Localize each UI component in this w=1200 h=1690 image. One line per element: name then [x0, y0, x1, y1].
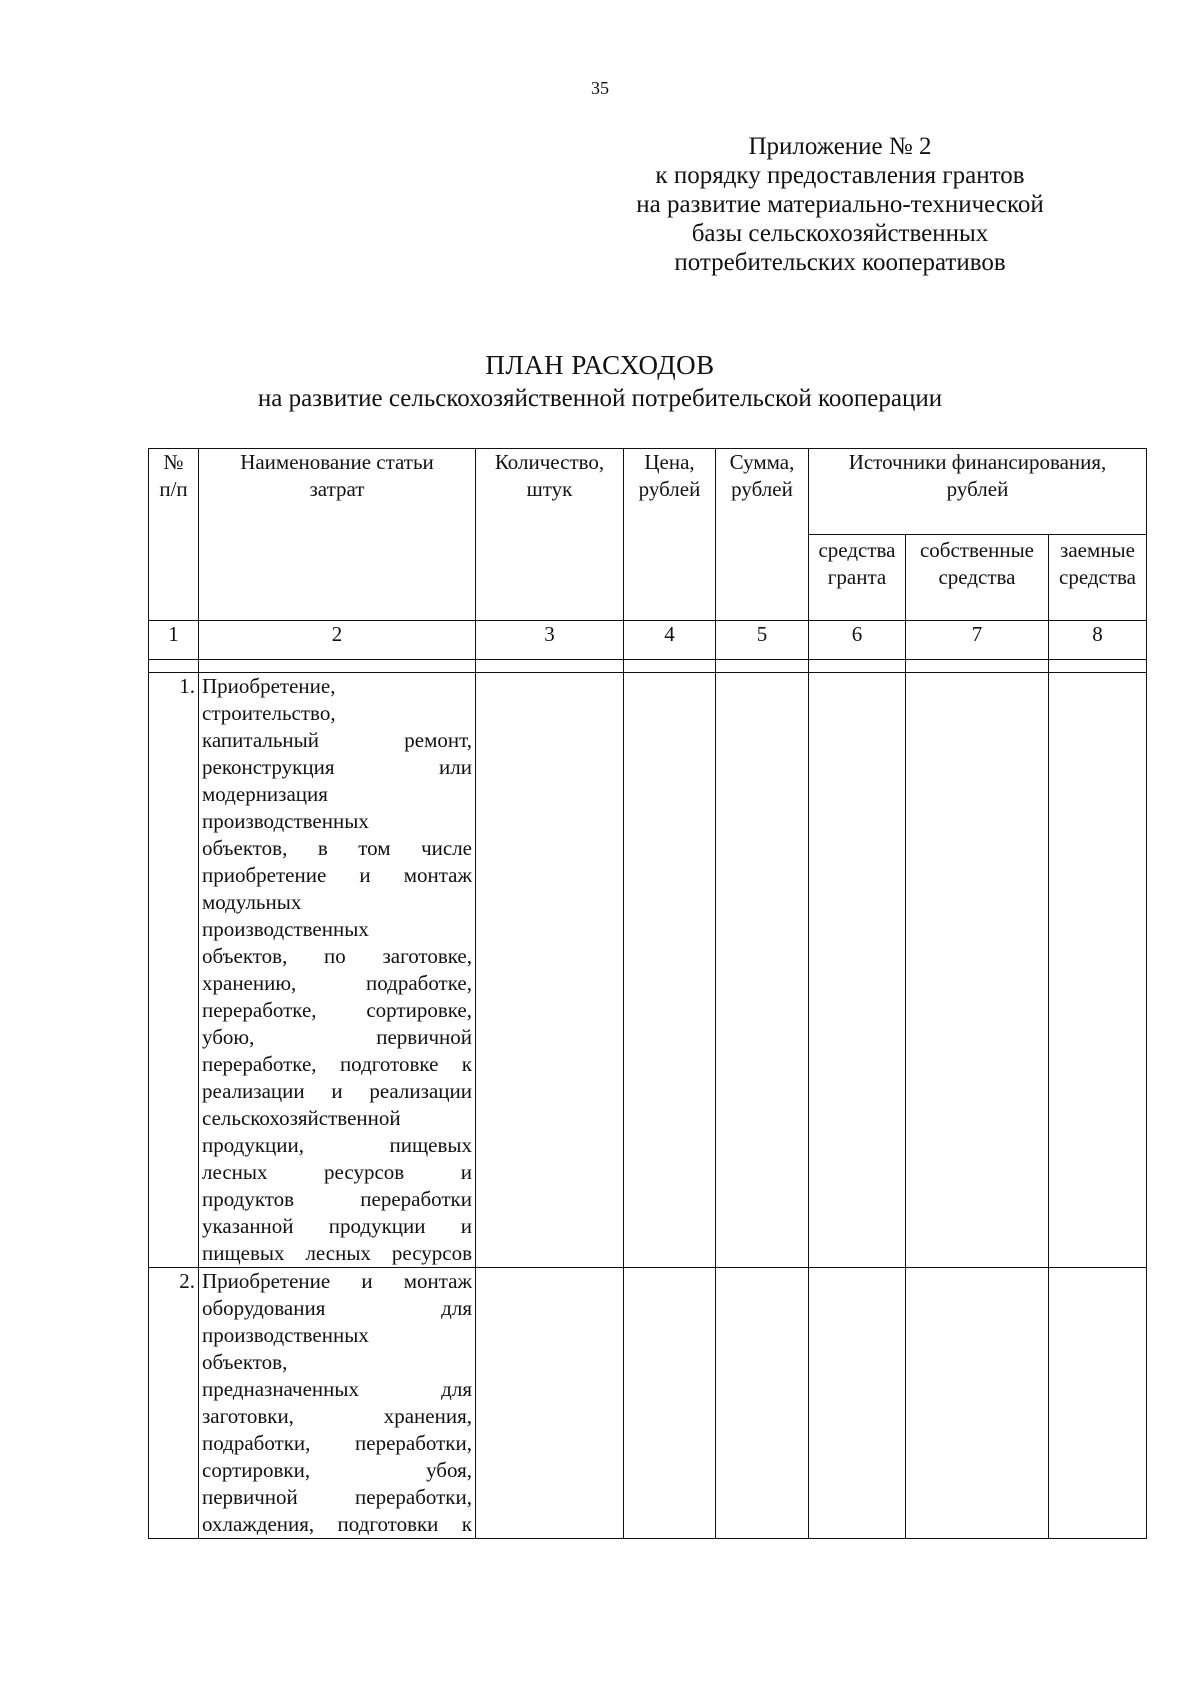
description-line: Приобретение, — [202, 674, 336, 698]
header-text: рублей — [638, 477, 701, 501]
header-text: рублей — [946, 477, 1009, 501]
appendix-line: базы сельскохозяйственных — [691, 220, 989, 247]
header-own-funds — [906, 535, 1049, 621]
header-funding-sources — [809, 449, 1147, 535]
row-description — [199, 673, 476, 1268]
description-line: указанной продукции и — [202, 1214, 472, 1238]
header-text: заемные — [1060, 538, 1135, 562]
column-number: 2 — [199, 621, 476, 660]
column-number: 1 — [149, 621, 199, 660]
description-line: реализации и реализации — [202, 1079, 472, 1103]
description-line: охлаждения, подготовки к — [202, 1512, 472, 1536]
column-number: 5 — [716, 621, 809, 660]
description-line: производственных — [202, 809, 369, 833]
description-line: переработке, подготовке к — [202, 1052, 472, 1076]
description-line: сельскохозяйственной — [202, 1106, 401, 1130]
header-text: затрат — [309, 477, 365, 501]
description-line: переработке, сортировке, — [202, 998, 472, 1022]
description-line: Приобретение и монтаж — [202, 1269, 472, 1293]
own-funds-cell — [906, 673, 1049, 1268]
header-text: п/п — [159, 477, 188, 501]
appendix-line: потребительских кооперативов — [674, 249, 1006, 276]
description-line: продукции, пищевых — [202, 1133, 472, 1157]
description-line: реконструкция или — [202, 755, 472, 779]
page-number: 35 — [591, 78, 609, 98]
description-line: сортировки, убоя, — [202, 1458, 472, 1482]
header-text: средства — [938, 565, 1016, 589]
header-text: Наименование статьи — [240, 450, 434, 474]
description-line: объектов, по заготовке, — [202, 944, 472, 968]
header-text: средства — [1059, 565, 1137, 589]
header-text: Сумма, — [729, 450, 795, 474]
description-line: модульных — [202, 890, 302, 914]
row-number: 2. — [149, 1268, 199, 1539]
header-price — [624, 449, 716, 621]
description-line: убою, первичной — [202, 1025, 472, 1049]
description-line: лесных ресурсов и — [202, 1160, 472, 1184]
header-text: штук — [526, 477, 573, 501]
description-line: хранению, подработке, — [202, 971, 472, 995]
document-title: ПЛАН РАСХОДОВ — [485, 350, 715, 380]
sum-cell — [716, 1268, 809, 1539]
appendix-caption — [620, 132, 1060, 277]
header-text: № — [163, 450, 184, 474]
grant-funds-cell — [809, 673, 906, 1268]
description-line: оборудования для — [202, 1296, 472, 1320]
quantity-cell — [476, 673, 624, 1268]
appendix-line: на развитие материально-технической — [636, 191, 1044, 218]
description-line: первичной переработки, — [202, 1485, 472, 1509]
description-line: производственных — [202, 917, 369, 941]
description-line: предназначенных для — [202, 1377, 472, 1401]
description-line: модернизация — [202, 782, 328, 806]
sum-cell — [716, 673, 809, 1268]
description-line: подработки, переработки, — [202, 1431, 472, 1455]
description-line: заготовки, хранения, — [202, 1404, 472, 1428]
appendix-line: Приложение № 2 — [748, 133, 932, 160]
column-number: 8 — [1049, 621, 1147, 660]
header-text: Количество, — [494, 450, 605, 474]
price-cell — [624, 1268, 716, 1539]
quantity-cell — [476, 1268, 624, 1539]
header-text: рублей — [731, 477, 793, 501]
column-number-row — [149, 621, 1147, 660]
description-line: продуктов переработки — [202, 1187, 472, 1211]
column-number: 3 — [476, 621, 624, 660]
header-text: средства — [818, 538, 896, 562]
row-description — [199, 1268, 476, 1539]
appendix-line: к порядку предоставления грантов — [655, 162, 1025, 189]
expense-plan-table — [148, 448, 1147, 1539]
description-line: капитальный ремонт, — [202, 728, 472, 752]
row-number: 1. — [149, 673, 199, 1268]
column-number: 7 — [906, 621, 1049, 660]
header-row — [149, 449, 1147, 535]
document-subtitle: на развитие сельскохозяйственной потребительской кооперации — [257, 385, 943, 412]
table-row — [149, 673, 1147, 1268]
price-cell — [624, 673, 716, 1268]
column-number: 4 — [624, 621, 716, 660]
description-line: строительство, — [202, 701, 336, 725]
column-number: 6 — [809, 621, 906, 660]
header-sum — [716, 449, 809, 621]
header-name — [199, 449, 476, 621]
header-text: собственные — [919, 538, 1035, 562]
header-num — [149, 449, 199, 621]
description-line: объектов, — [202, 1350, 288, 1374]
header-loan-funds — [1049, 535, 1147, 621]
header-text: Источники финансирования, — [848, 450, 1107, 474]
description-line: производственных — [202, 1323, 369, 1347]
table-row — [149, 1268, 1147, 1539]
header-text: гранта — [827, 565, 887, 589]
description-line: объектов, в том числе — [202, 836, 472, 860]
header-quantity — [476, 449, 624, 621]
loan-funds-cell — [1049, 673, 1147, 1268]
header-text: Цена, — [644, 450, 695, 474]
grant-funds-cell — [809, 1268, 906, 1539]
description-line: пищевых лесных ресурсов — [202, 1241, 472, 1265]
spacer-row — [149, 660, 1147, 673]
own-funds-cell — [906, 1268, 1049, 1539]
header-grant-funds — [809, 535, 906, 621]
loan-funds-cell — [1049, 1268, 1147, 1539]
description-line: приобретение и монтаж — [202, 863, 472, 887]
